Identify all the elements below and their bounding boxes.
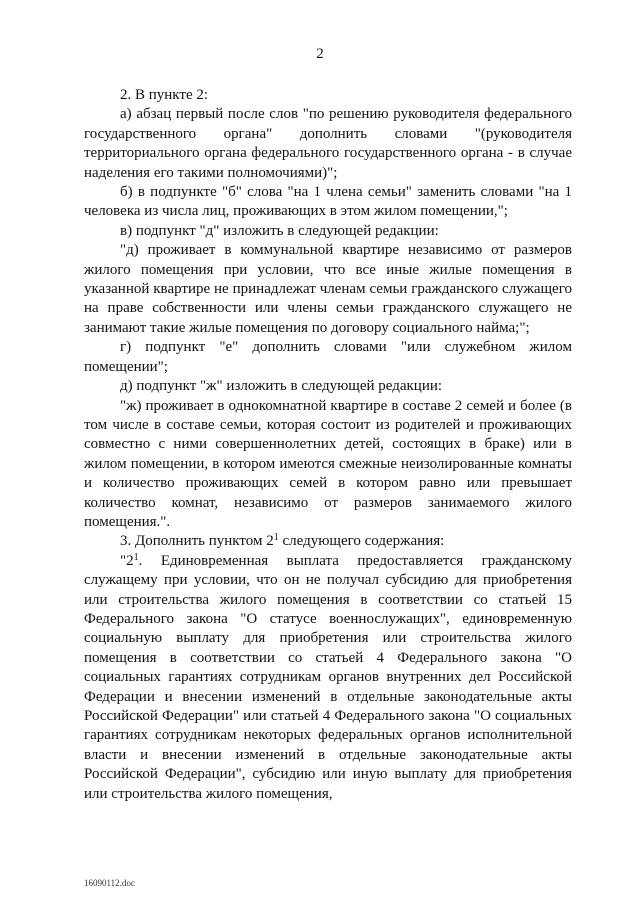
footer-document-filename: 16090112.doc	[84, 878, 135, 888]
paragraph-item-3-heading	[84, 532, 572, 551]
quoted-2-1-text-after: . Единовременная выплата предоставляется гражданскому служащему при условии, что он не получал субсидию для приобретения или строительства жилого помещения в соответствии со статьей 15 Федерального закона "О статусе военнослужащих", единовременную социальную выплату для приобретения или строительства жилого помещения в соответствии со статьей 4 Федерального закона "О социальных гарантиях сотрудникам органов внутренних дел Российской Федерации и внесении изменений в отдельные законодательные акты Российской Федерации" или статьей 4 Федерального закона "О социальных гарантиях сотрудникам некоторых федеральных органов исполнительной власти и внесении изменений в отдельные законодательные акты Российской Федерации", субсидию или иную выплату для приобретения или строительства жилого помещения,	[84, 552, 572, 802]
quoted-2-1-text-before: "2	[120, 552, 134, 569]
item-3-superscript: 1	[273, 532, 279, 544]
paragraph-quoted-d: "д) проживает в коммунальной квартире независимо от размеров жилого помещения при условии, что все иные жилые помещения в указанной квартире не принадлежат членам семьи гражданского служащего на праве собственности или члены семьи гражданского служащего не занимают такие жилые помещения по договору социального найма;";	[84, 242, 572, 336]
paragraph-subitem-d: д) подпункт "ж" изложить в следующей редакции:	[120, 378, 443, 395]
paragraph-quoted-zh: "ж) проживает в однокомнатной квартире в составе 2 семей и более (в том числе в составе семьи, которая состоит из родителей и проживающих совместно с ними совершеннолетних детей, состоящих в браке) или в жилом помещении, в котором имеются смежные неизолированные комнаты и количество проживающих семей в котором равно или превышает количество комнат, независимо от размеров занимаемого жилого помещения.".	[84, 397, 572, 530]
paragraph-subitem-v: в) подпункт "д" изложить в следующей редакции:	[120, 222, 439, 239]
paragraph-item-2-heading: 2. В пункте 2:	[120, 87, 209, 103]
quoted-2-1-superscript: 1	[133, 551, 139, 563]
item-3-text-before: 3. Дополнить пунктом 2	[120, 533, 274, 550]
document-body	[84, 86, 572, 804]
paragraph-subitem-b: б) в подпункте "б" слова "на 1 члена семьи" заменить словами "на 1 человека из числа лиц, проживающих в этом жилом помещении,";	[84, 184, 572, 220]
paragraph-subitem-a: а) абзац первый после слов "по решению руководителя федерального государственного органа" дополнить словами "(руководителя территориального органа федерального государственного органа - в случае наделения его такими полномочиями)";	[84, 106, 572, 181]
item-3-text-after: следующего содержания:	[278, 533, 445, 550]
page-number: 2	[316, 46, 324, 62]
paragraph-subitem-g: г) подпункт "е" дополнить словами "или служебном жилом помещении";	[84, 339, 572, 375]
paragraph-quoted-2-1	[84, 552, 572, 804]
